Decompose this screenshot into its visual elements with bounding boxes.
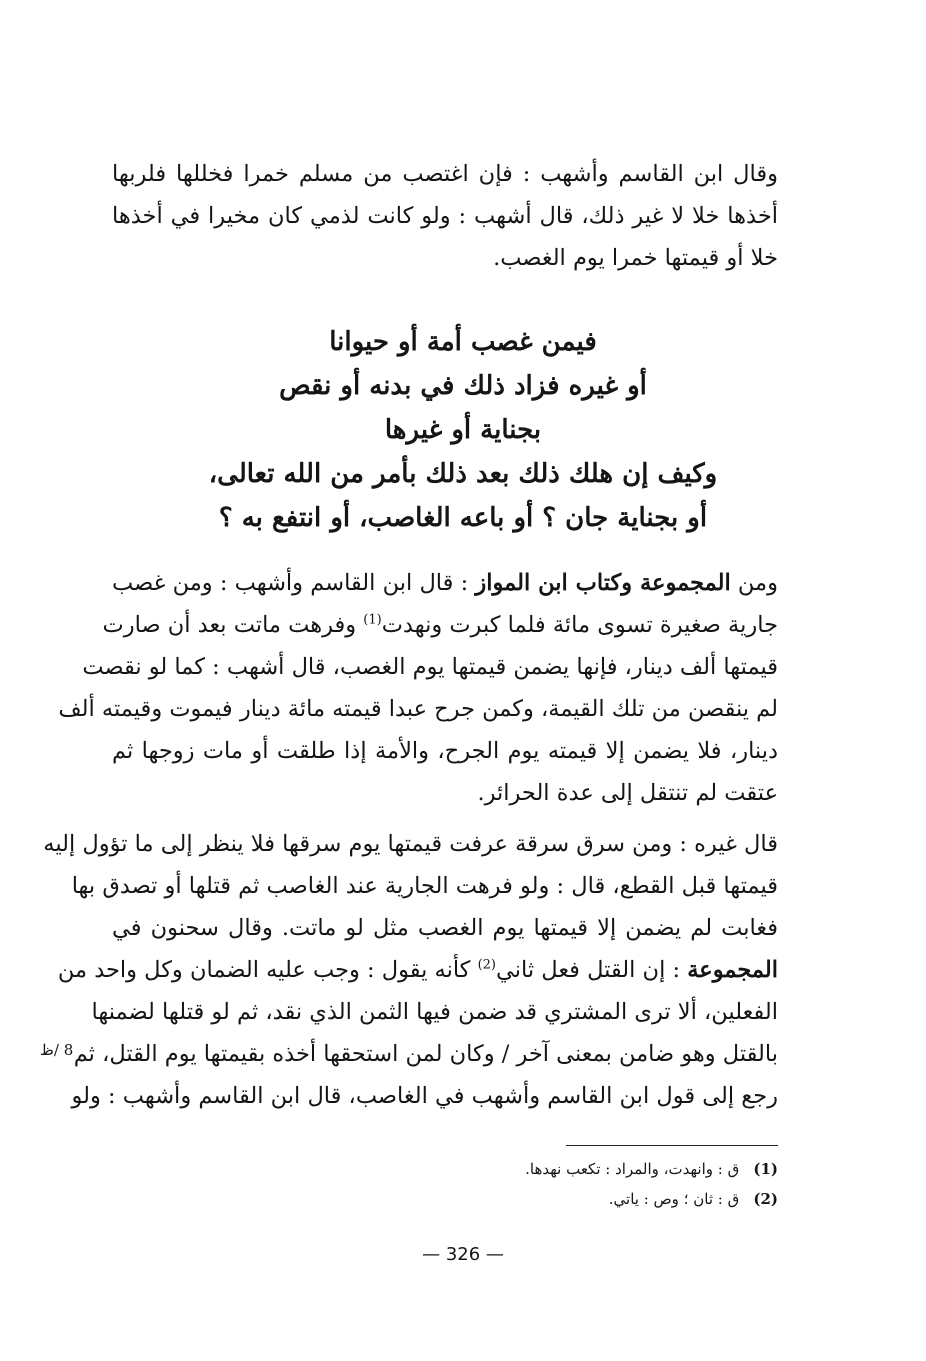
text-line: وقال ابن القاسم وأشهب : فإن اغتصب من مسلم خمرا فخللها فلربها [112, 161, 778, 187]
text-line: لم ينقصن من تلك القيمة، وكمن جرح عبدا قيمته مائة دينار فيموت وقيمته ألف [58, 696, 778, 722]
footnote-text: ق : وانهدت، والمراد : تكعب نهدها. [525, 1160, 740, 1178]
footnote-number: (2) [753, 1190, 778, 1208]
footnote-ref: (1) [363, 612, 382, 628]
text-line: قيمتها قبل القطع، قال : ولو فرهت الجارية عند الغاصب ثم قتلها أو تصدق بها [71, 873, 778, 899]
source-title: المجموعة [687, 957, 778, 983]
footnote-divider [566, 1145, 778, 1146]
text-run: : قال ابن القاسم وأشهب : ومن غصب [112, 570, 469, 596]
footnote [440, 1184, 778, 1214]
footnote-text: ق : ثان ؛ وص : ياتي. [608, 1190, 740, 1208]
margin-folio-note: 8 /ظ [40, 1041, 74, 1059]
text-run: جارية صغيرة تسوى مائة فلما كبرت ونهدت [381, 612, 778, 638]
text-line: أخذها خلا لا غير ذلك، قال أشهب : ولو كانت لذمي كان مخيرا في أخذها [112, 203, 778, 229]
text-run: ومن [737, 570, 778, 596]
paragraph-1 [112, 153, 778, 279]
heading-line: بجناية أو غيرها [384, 415, 542, 445]
heading-line: أو غيره فزاد ذلك في بدنه أو نقص [279, 371, 647, 401]
text-line: دينار، فلا يضمن إلا قيمته يوم الجرح، والأمة إذا طلقت أو مات زوجها ثم [112, 738, 778, 764]
text-line: فغابت لم يضمن إلا قيمتها يوم الغصب مثل لو ماتت. وقال سحنون في [112, 915, 778, 941]
text-line: بالقتل وهو ضامن بمعنى آخر / وكان لمن استحقها أخذه بقيمتها يوم القتل، ثم [73, 1041, 778, 1067]
heading-line: أو بجناية جان ؟ أو باعه الغاصب، أو انتفع به ؟ [218, 503, 708, 533]
text-run: وفرهت ماتت بعد أن صارت [102, 612, 357, 638]
text-line [112, 562, 778, 604]
text-line: عتقت لم تنتقل إلى عدة الحرائر. [477, 780, 778, 806]
footnote [440, 1154, 778, 1184]
footnote-number: (1) [753, 1160, 778, 1178]
text-run: : إن القتل فعل ثاني [496, 957, 681, 983]
footnote-ref: (2) [477, 957, 496, 973]
text-line [102, 604, 778, 646]
text-line [57, 949, 778, 991]
text-run: كأنه يقول : وجب عليه الضمان وكل واحد من [57, 957, 471, 983]
page-number: — 326 — [422, 1244, 504, 1265]
text-line: الفعلين، ألا ترى المشتري قد ضمن فيها الثمن الذي نقد، ثم لو قتلها لضمنها [91, 999, 778, 1025]
heading-line: وكيف إن هلك ذلك بعد ذلك بأمر من الله تعالى، [208, 459, 718, 489]
footnotes [440, 1154, 778, 1214]
text-line: خلا أو قيمتها خمرا يوم الغصب. [493, 245, 778, 271]
paragraph-2 [58, 562, 778, 814]
text-line: قال غيره : ومن سرق سرقة عرفت قيمتها يوم سرقها فلا ينظر إلى ما تؤول إليه [43, 831, 778, 857]
source-title: المجموعة وكتاب ابن المواز [475, 570, 731, 596]
heading-line: فيمن غصب أمة أو حيوانا [329, 327, 597, 357]
text-line: رجع إلى قول ابن القاسم وأشهب في الغاصب، قال ابن القاسم وأشهب : ولو [71, 1083, 778, 1109]
text-line: قيمتها ألف دينار، فإنها يضمن قيمتها يوم الغصب، قال أشهب : كما لو نقصت [82, 654, 778, 680]
section-heading [120, 320, 806, 540]
